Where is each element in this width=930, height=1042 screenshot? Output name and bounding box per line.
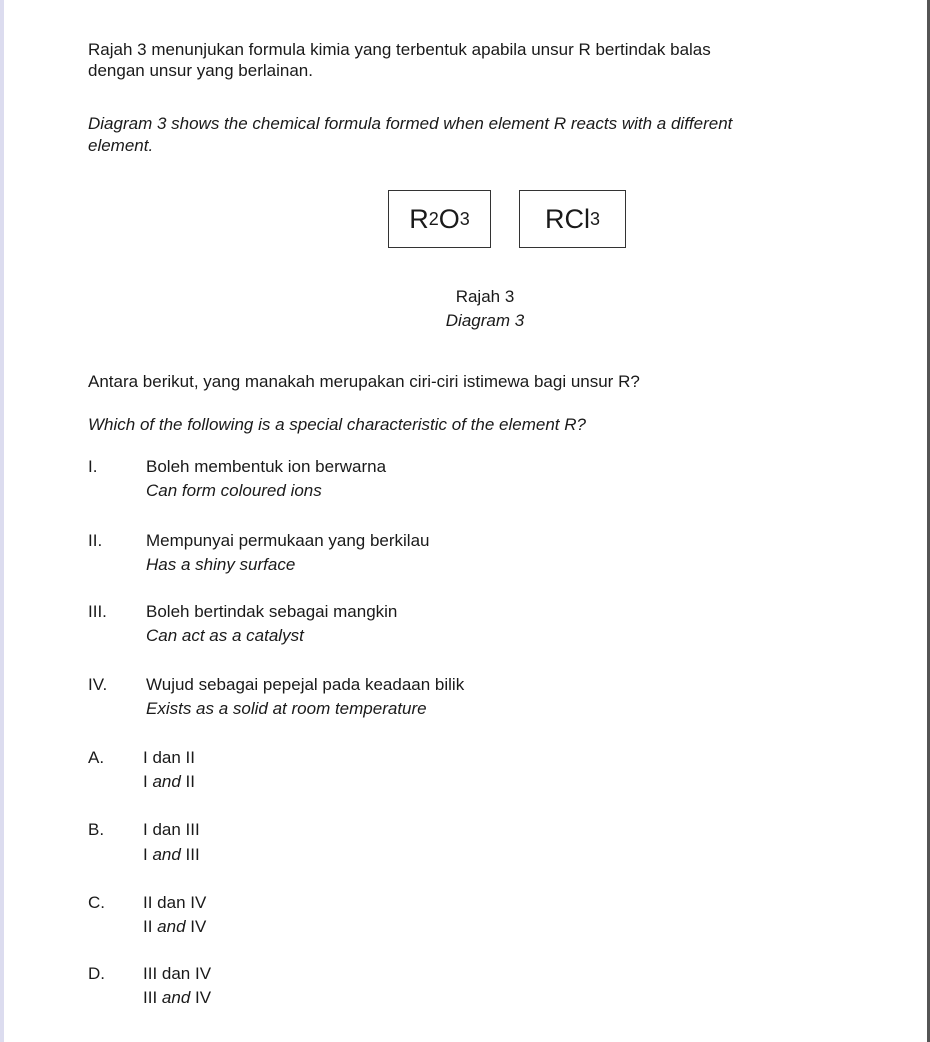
option-ms: II dan IV <box>143 893 207 912</box>
statement-en: Exists as a solid at room temperature <box>146 699 427 718</box>
formula-text: O <box>438 203 460 234</box>
intro-en-line-1: Diagram 3 shows the chemical formula formed when element R reacts with a different <box>88 114 733 133</box>
option-ms: III dan IV <box>143 964 212 983</box>
statement-ms: Boleh bertindak sebagai mangkin <box>146 602 398 621</box>
statement-number: IV. <box>88 675 108 694</box>
caption-en: Diagram 3 <box>445 311 525 330</box>
statement-en: Can act as a catalyst <box>146 626 304 645</box>
statement-ms: Wujud sebagai pepejal pada keadaan bilik <box>146 675 465 694</box>
formula-box-r2o3 <box>388 190 491 248</box>
option-en-and: and <box>152 845 181 864</box>
statement-number: III. <box>88 602 107 621</box>
option-en-part: III <box>143 988 162 1007</box>
option-en-part: I <box>143 772 153 791</box>
question-en: Which of the following is a special characteristic of the element R? <box>88 415 586 434</box>
statement-en: Can form coloured ions <box>146 481 322 500</box>
formula-text: RCl <box>544 203 590 234</box>
question-ms: Antara berikut, yang manakah merupakan ciri-ciri istimewa bagi unsur R? <box>88 372 640 391</box>
statement-ms: Boleh membentuk ion berwarna <box>146 457 387 476</box>
option-letter: D. <box>88 964 105 983</box>
intro-en-line-2: element. <box>88 136 154 155</box>
statement-en: Has a shiny surface <box>146 555 296 574</box>
option-en-part: III <box>180 845 200 864</box>
formula-subscript: 2 <box>428 208 439 229</box>
option-en <box>143 843 200 866</box>
statement-number: I. <box>88 457 98 476</box>
option-en-and: and <box>157 917 186 936</box>
option-letter: C. <box>88 893 105 912</box>
statement-number: II. <box>88 531 103 550</box>
option-en-part: II <box>143 917 158 936</box>
formula-box-rcl3 <box>519 190 626 248</box>
option-en <box>143 986 211 1009</box>
formula-text: R <box>409 203 429 234</box>
option-en-part: II <box>180 772 195 791</box>
option-en-part: IV <box>185 917 207 936</box>
intro-ms-line-1: Rajah 3 menunjukan formula kimia yang terbentuk apabila unsur R bertindak balas <box>88 40 711 59</box>
formula-subscript: 3 <box>589 208 600 229</box>
option-ms: I dan II <box>143 748 195 767</box>
option-letter: B. <box>88 820 105 839</box>
option-letter: A. <box>88 748 105 767</box>
formula-subscript: 3 <box>459 208 470 229</box>
caption-ms: Rajah 3 <box>455 287 515 306</box>
statement-ms: Mempunyai permukaan yang berkilau <box>146 531 430 550</box>
option-en <box>143 770 195 793</box>
option-en-part: IV <box>190 988 212 1007</box>
option-ms: I dan III <box>143 820 200 839</box>
option-en-and: and <box>152 772 181 791</box>
left-border <box>0 0 4 1042</box>
option-en <box>143 915 206 938</box>
option-en-part: I <box>143 845 153 864</box>
option-en-and: and <box>161 988 191 1007</box>
intro-ms-line-2: dengan unsur yang berlainan. <box>88 61 313 80</box>
